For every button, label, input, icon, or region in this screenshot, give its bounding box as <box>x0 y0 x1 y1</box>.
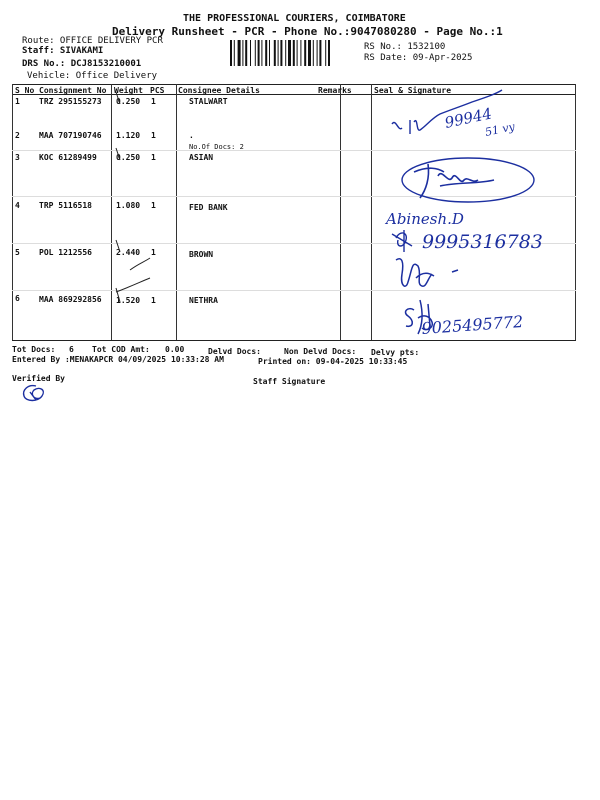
row-consignee: NETHRA <box>189 296 218 305</box>
row-sno: 3 <box>15 153 20 162</box>
row-weight: 0.250 <box>116 153 141 162</box>
row-consignee: FED BANK <box>189 203 228 212</box>
delvd-docs-label: Delvd Docs: <box>208 347 261 356</box>
row-divider <box>12 290 576 291</box>
row-consignee: BROWN <box>189 250 214 259</box>
col-consignee: Consignee Details <box>178 86 260 95</box>
row-pcs: 1 <box>151 153 156 162</box>
row-consignment-no: TRP 5116518 <box>39 201 92 210</box>
col-seal: Seal & Signature <box>374 86 452 95</box>
rs-number: RS No.: 1532100 <box>364 42 446 52</box>
table-top-border <box>12 84 576 85</box>
verified-by-label: Verified By <box>12 374 65 383</box>
col-sno: S No <box>15 86 35 95</box>
tick-marks <box>110 90 170 320</box>
column-divider-remarks <box>340 84 341 340</box>
tot-docs-value: 6 <box>69 345 74 354</box>
tot-cod-label: Tot COD Amt: <box>92 345 150 354</box>
company-name: THE PROFESSIONAL COURIERS, COIMBATORE <box>183 13 406 24</box>
col-pcs: PCS <box>150 86 165 95</box>
table-left-border <box>12 84 13 340</box>
signature-phone: 9025495772 <box>420 311 524 338</box>
row-weight: 1.120 <box>116 131 141 140</box>
row-weight: 2.440 <box>116 248 141 257</box>
table-right-border <box>575 84 576 340</box>
signature-phone: 9995316783 <box>422 231 543 253</box>
row-docs-count: No.Of Docs: 2 <box>189 143 244 151</box>
column-divider-consignee <box>176 84 177 340</box>
row-sno: 6 <box>15 294 20 303</box>
row-weight: 0.250 <box>116 97 141 106</box>
row-sno: 2 <box>15 131 20 140</box>
row-pcs: 1 <box>151 248 156 257</box>
staff-signature-label: Staff Signature <box>253 377 326 386</box>
rs-date: RS Date: 09-Apr-2025 <box>364 53 473 63</box>
signature-name: Abinesh.D <box>386 210 464 228</box>
drs-number: DRS No.: DCJ8153210001 <box>22 59 142 69</box>
row-pcs: 1 <box>151 201 156 210</box>
row-pcs: 1 <box>151 296 156 305</box>
tot-cod-value: 0.00 <box>165 345 185 354</box>
runsheet-title: Delivery Runsheet - PCR - Phone No.:9047080280 - Page No.:1 <box>112 25 503 38</box>
non-delvd-docs-label: Non Delvd Docs: <box>284 347 357 356</box>
row-consignment-no: POL 1212556 <box>39 248 92 257</box>
col-weight: Weight <box>114 86 143 95</box>
row-consignment-no: MAA 707190746 <box>39 131 102 140</box>
row-pcs: 1 <box>151 131 156 140</box>
row-weight: 1.520 <box>116 296 141 305</box>
delvy-pts-label: Delvy pts: <box>371 348 420 357</box>
tot-docs-label: Tot Docs: <box>12 345 56 354</box>
handwritten-signature <box>400 296 550 342</box>
vehicle-label: Vehicle: Office Delivery <box>27 71 158 81</box>
row-consignment-no: TRZ 295155273 <box>39 97 102 106</box>
route-label: Route: OFFICE DELIVERY PCR <box>22 36 163 46</box>
verifier-signature <box>20 382 50 404</box>
row-consignment-no: KOC 61289499 <box>39 153 97 162</box>
row-consignee: STALWART <box>189 97 228 106</box>
row-consignee: . <box>189 131 194 140</box>
row-consignee: ASIAN <box>189 153 214 162</box>
signature-text-2: 51 vy <box>483 119 516 139</box>
col-remarks: Remarks <box>318 86 352 95</box>
staff-label: Staff: SIVAKAMI <box>22 46 104 56</box>
row-pcs: 1 <box>151 97 156 106</box>
row-consignment-no: MAA 869292856 <box>39 295 102 304</box>
row-weight: 1.080 <box>116 201 141 210</box>
row-sno: 4 <box>15 201 20 210</box>
row-sno: 5 <box>15 248 20 257</box>
entered-by: Entered By :MENAKAPCR 04/09/2025 10:33:28 AM <box>12 355 224 364</box>
col-consignment: Consignment No <box>39 86 107 95</box>
handwritten-signature <box>388 88 538 148</box>
signature-text: 99944 <box>443 104 494 132</box>
printed-on: Printed on: 09-04-2025 10:33:45 <box>258 357 408 366</box>
handwritten-signature <box>398 150 538 208</box>
column-divider-seal <box>371 84 372 340</box>
barcode <box>230 40 354 66</box>
row-sno: 1 <box>15 97 20 106</box>
handwritten-signature <box>392 252 482 298</box>
